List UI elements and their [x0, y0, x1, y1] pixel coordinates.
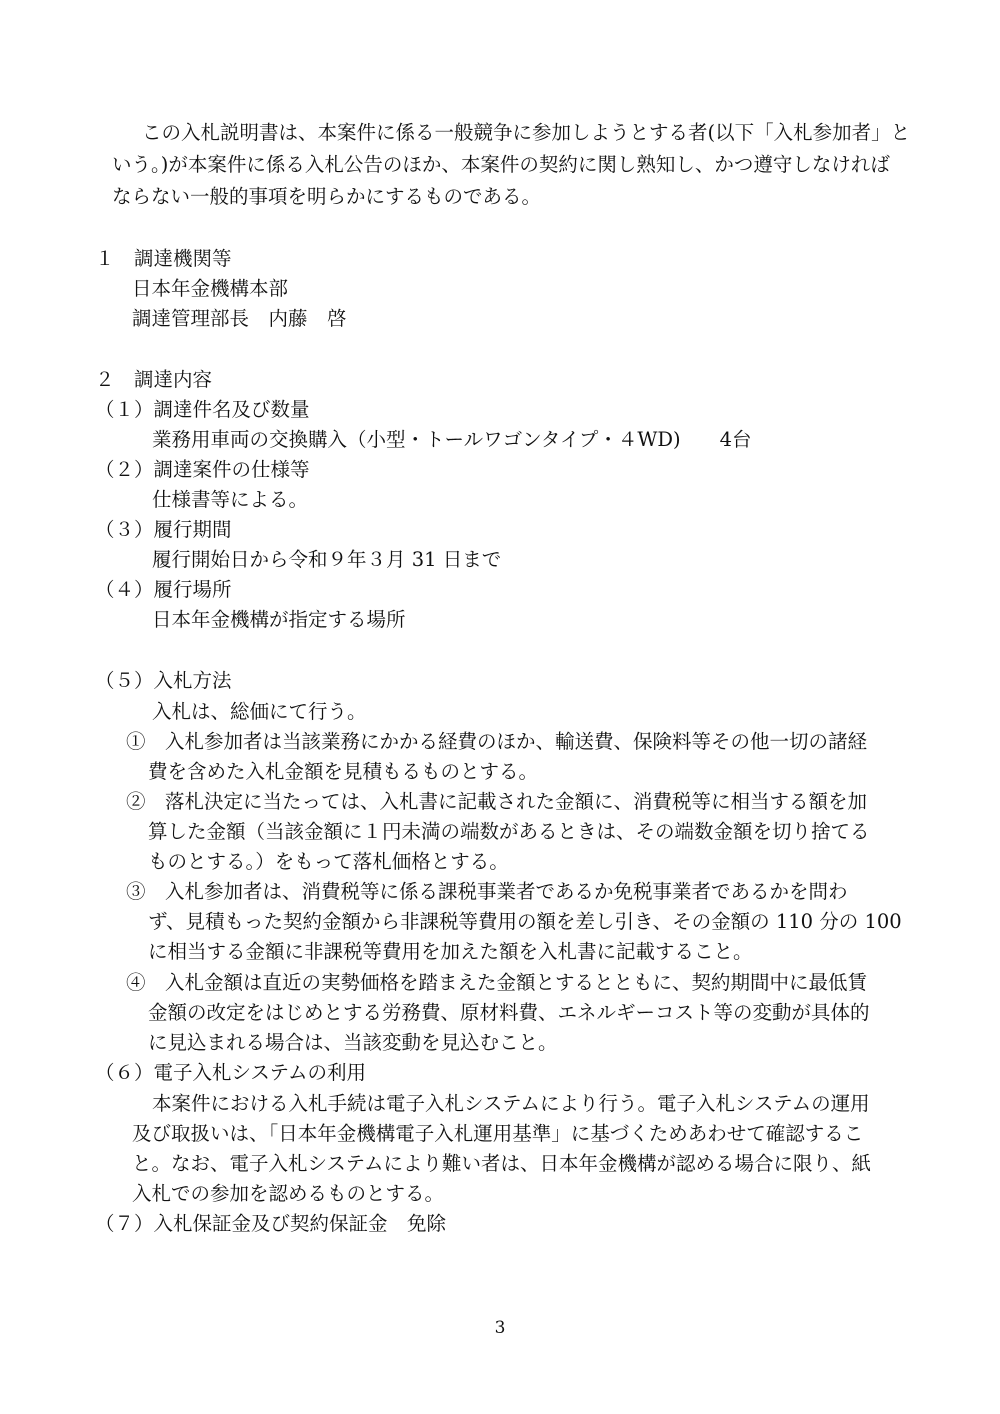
intro-line-1: この入札説明書は、本案件に係る一般競争に参加しようとする者(以下「入札参加者」と [142, 121, 911, 144]
section-1-heading: １ 調達機関等 [95, 247, 232, 270]
item-3-heading: （３）履行期間 [95, 518, 232, 541]
item-6-line-4: 入札での参加を認めるものとする。 [132, 1182, 445, 1205]
item-1-body: 業務用車両の交換購入（小型・トールワゴンタイプ・４WD) 4台 [152, 428, 752, 451]
item-1-heading: （１）調達件名及び数量 [95, 398, 310, 421]
clause-3-line-1: ③ 入札参加者は、消費税等に係る課税事業者であるか免税事業者であるかを問わ [126, 880, 848, 903]
item-2-body: 仕様書等による。 [152, 488, 309, 511]
clause-2-line-3: ものとする。）をもって落札価格とする。 [148, 850, 509, 873]
clause-4-line-2: 金額の改定をはじめとする労務費、原材料費、エネルギーコスト等の変動が具体的 [148, 1001, 870, 1024]
intro-line-3: ならない一般的事項を明らかにするものである。 [112, 185, 542, 208]
item-7-heading: （７）入札保証金及び契約保証金 免除 [95, 1212, 447, 1235]
item-6-heading: （６）電子入札システムの利用 [95, 1061, 367, 1084]
clause-1-line-1: ① 入札参加者は当該業務にかかる経費のほか、輸送費、保険料等その他一切の諸経 [126, 730, 868, 753]
item-4-body: 日本年金機構が指定する場所 [152, 608, 406, 631]
section-2-heading: ２ 調達内容 [95, 368, 213, 391]
clause-1-line-2: 費を含めた入札金額を見積もるものとする。 [148, 760, 539, 783]
procurement-officer: 調達管理部長 内藤 啓 [132, 307, 347, 330]
clause-2-line-2: 算した金額（当該金額に１円未満の端数があるときは、その端数金額を切り捨てる [148, 820, 870, 843]
clause-4-line-1: ④ 入札金額は直近の実勢価格を踏まえた金額とするとともに、契約期間中に最低賃 [126, 971, 868, 994]
item-2-heading: （２）調達案件の仕様等 [95, 458, 310, 481]
clause-3-line-3: に相当する金額に非課税等費用を加えた額を入札書に記載すること。 [148, 940, 753, 963]
item-6-line-1: 本案件における入札手続は電子入札システムにより行う。電子入札システムの運用 [152, 1092, 870, 1115]
item-3-body: 履行開始日から令和９年３月 31 日まで [152, 548, 502, 571]
item-5-heading: （５）入札方法 [95, 669, 232, 692]
item-4-heading: （４）履行場所 [95, 578, 232, 601]
item-6-line-2: 及び取扱いは、「日本年金機構電子入札運用基準」に基づくためあわせて確認するこ [132, 1122, 864, 1145]
clause-2-line-1: ② 落札決定に当たっては、入札書に記載された金額に、消費税等に相当する額を加 [126, 790, 868, 813]
clause-3-line-2: ず、見積もった契約金額から非課税等費用の額を差し引き、その金額の 110 分の 100 [148, 910, 902, 933]
item-6-line-3: と。なお、電子入札システムにより難い者は、日本年金機構が認める場合に限り、紙 [132, 1152, 872, 1175]
intro-line-2: いう。)が本案件に係る入札公告のほか、本案件の契約に関し熟知し、かつ遵守しなければ [112, 153, 890, 176]
page-number: 3 [494, 1318, 506, 1338]
clause-4-line-3: に見込まれる場合は、当該変動を見込むこと。 [148, 1031, 558, 1054]
item-5-body: 入札は、総価にて行う。 [152, 700, 367, 723]
procuring-organization: 日本年金機構本部 [132, 277, 289, 300]
